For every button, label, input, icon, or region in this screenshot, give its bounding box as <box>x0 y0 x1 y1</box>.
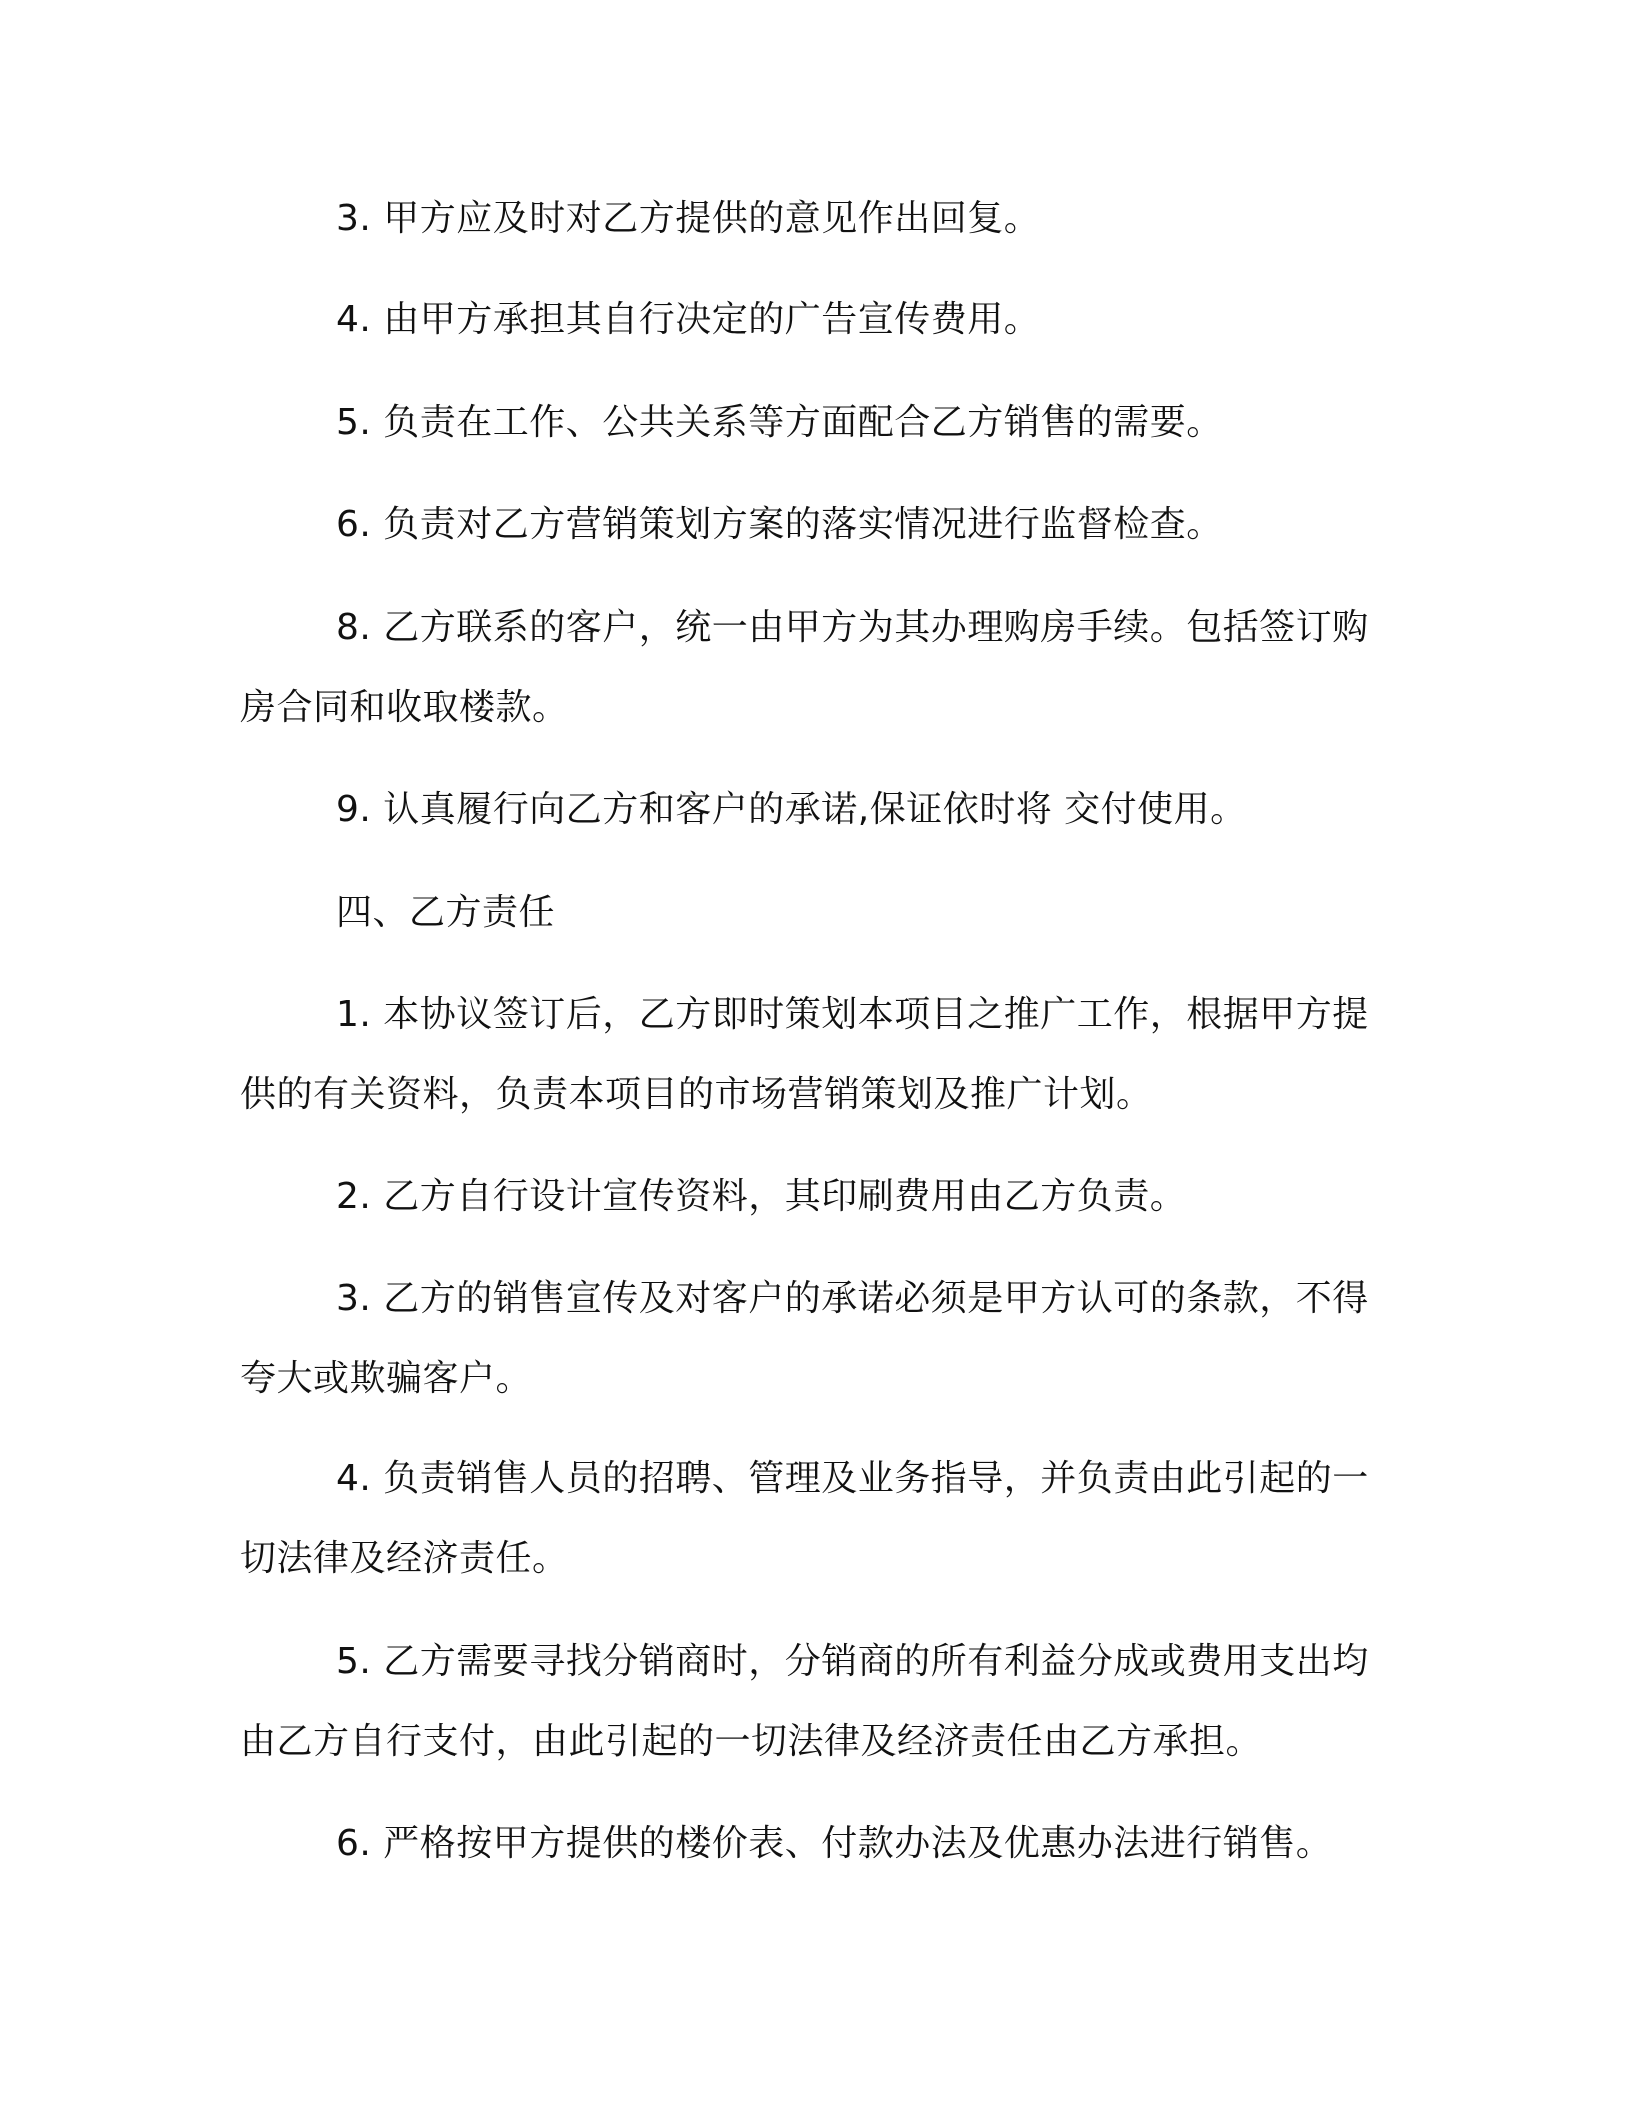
clause-9-promise: 9. 认真履行向乙方和客户的承诺,保证依时将 交付使用。 <box>336 789 1247 830</box>
clause-b3-promises: 3. 乙方的销售宣传及对客户的承诺必须是甲方认可的条款，不得夸大或欺骗客户。 <box>240 1278 1369 1399</box>
clause-5-cooperation: 5. 负责在工作、公共关系等方面配合乙方销售的需要。 <box>336 402 1223 443</box>
clause-4-advertising-cost: 4. 由甲方承担其自行决定的广告宣传费用。 <box>336 299 1041 340</box>
clause-b6-pricing: 6. 严格按甲方提供的楼价表、付款办法及优惠办法进行销售。 <box>336 1823 1333 1864</box>
clause-b4-staff: 4. 负责销售人员的招聘、管理及业务指导，并负责由此引起的一切法律及经济责任。 <box>240 1458 1369 1579</box>
clause-6-supervision: 6. 负责对乙方营销策划方案的落实情况进行监督检查。 <box>336 504 1223 545</box>
section-heading-party-b: 四、乙方责任 <box>336 892 556 933</box>
clause-b5-distributors: 5. 乙方需要寻找分销商时，分销商的所有利益分成或费用支出均由乙方自行支付，由此引起的一切法律及经济责任由乙方承担。 <box>240 1641 1369 1762</box>
clause-8-purchase-procedures: 8. 乙方联系的客户，统一由甲方为其办理购房手续。包括签订购房合同和收取楼款。 <box>240 607 1369 728</box>
clause-b1-planning: 1. 本协议签订后，乙方即时策划本项目之推广工作，根据甲方提供的有关资料，负责本项目的市场营销策划及推广计划。 <box>240 994 1369 1115</box>
clause-3-party-a-reply: 3. 甲方应及时对乙方提供的意见作出回复。 <box>336 198 1041 239</box>
clause-b2-materials: 2. 乙方自行设计宣传资料，其印刷费用由乙方负责。 <box>336 1176 1187 1217</box>
